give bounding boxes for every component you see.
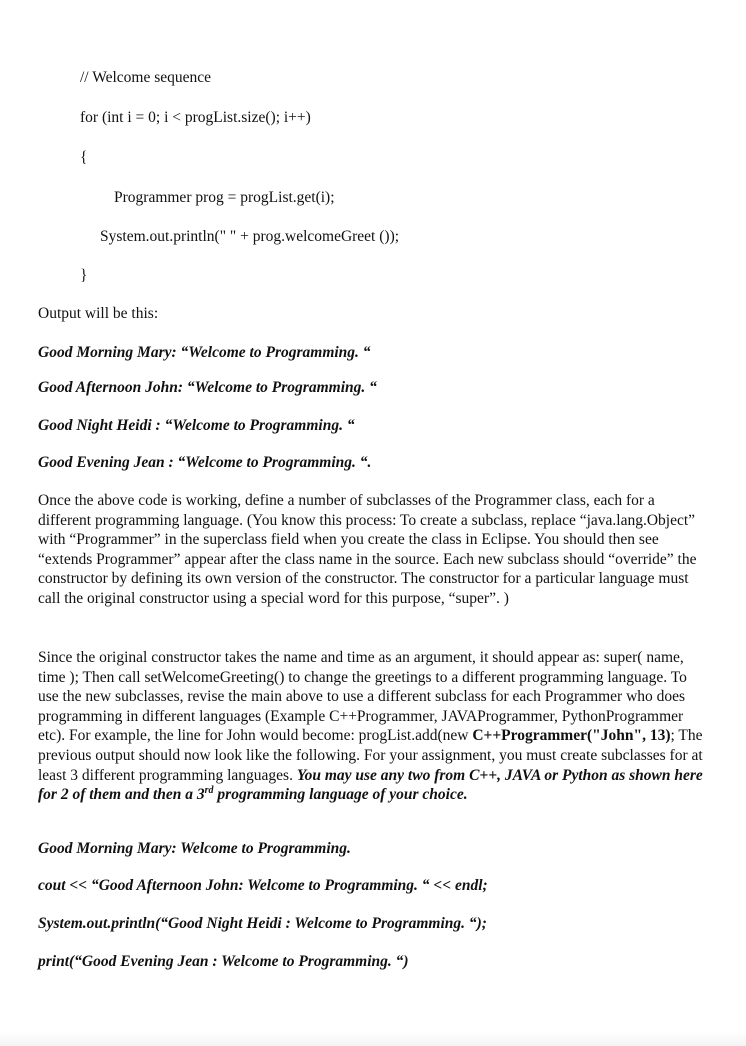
output-line: Good Night Heidi : “Welcome to Programming. “ [38, 417, 355, 434]
output-line: Good Afternoon John: “Welcome to Programming. “ [38, 379, 377, 396]
paragraph-2-code: C++Programmer("John", 13) [472, 727, 671, 745]
instructions-paragraph-2 [38, 648, 710, 805]
code-open-brace: { [80, 149, 88, 166]
page-bottom-edge [0, 1032, 746, 1046]
code-close-brace: } [80, 267, 88, 284]
code-comment: // Welcome sequence [80, 69, 212, 86]
output-line: Good Evening Jean : “Welcome to Programming. “. [38, 454, 372, 471]
final-output-line: cout << “Good Afternoon John: Welcome to Programming. “ << endl; [38, 877, 488, 894]
paragraph-2-text-continued: ; The previous output should now look like the following. For your assignment, you must create subclasses for at least 3 different programming languages. [38, 727, 703, 784]
paragraph-2-superscript: rd [204, 785, 214, 796]
output-line: Good Morning Mary: “Welcome to Programming. “ [38, 344, 371, 361]
paragraph-2-emphasis: You may use any two from C++, JAVA or Python as shown here for 2 of them and then a 3 [38, 766, 703, 804]
paragraph-2-emphasis-end: programming language of your choice. [213, 786, 468, 804]
final-output-line: print(“Good Evening Jean : Welcome to Programming. “) [38, 953, 409, 970]
instructions-paragraph-1 [38, 491, 710, 609]
code-programmer-assignment: Programmer prog = progList.get(i); [114, 189, 335, 206]
output-intro: Output will be this: [38, 305, 159, 322]
paragraph-2-text: Since the original constructor takes the name and time as an argument, it should appear as: super( name, time ); Then call setWelcomeGreeting() to change the greetings to a different programming language. To use the new subclasses, revise the main above to use a different subclass for each Programmer who does programming in different languages (Example C++Programmer, JAVAProgrammer, PythonProgrammer etc). For example, the line for John would become: progList.add(new [38, 649, 687, 745]
code-println: System.out.println(" " + prog.welcomeGreet ()); [100, 228, 400, 245]
final-output-line: System.out.println(“Good Night Heidi : Welcome to Programming. “); [38, 915, 487, 932]
final-output-line: Good Morning Mary: Welcome to Programming. [38, 840, 351, 857]
code-for-loop: for (int i = 0; i < progList.size(); i++) [80, 109, 311, 126]
paragraph-1-text: Once the above code is working, define a number of subclasses of the Programmer class, each for a different programming language. (You know this process: To create a subclass, replace “java.lang.Object” with “Programmer” in the superclass field when you create the class in Eclipse. You should then see “extends Programmer” appear after the class name in the source. Each new subclass should “override” the constructor by defining its own version of the constructor. The constructor for a particular language must call the original constructor using a special word for this purpose, “super”. ) [38, 492, 697, 607]
